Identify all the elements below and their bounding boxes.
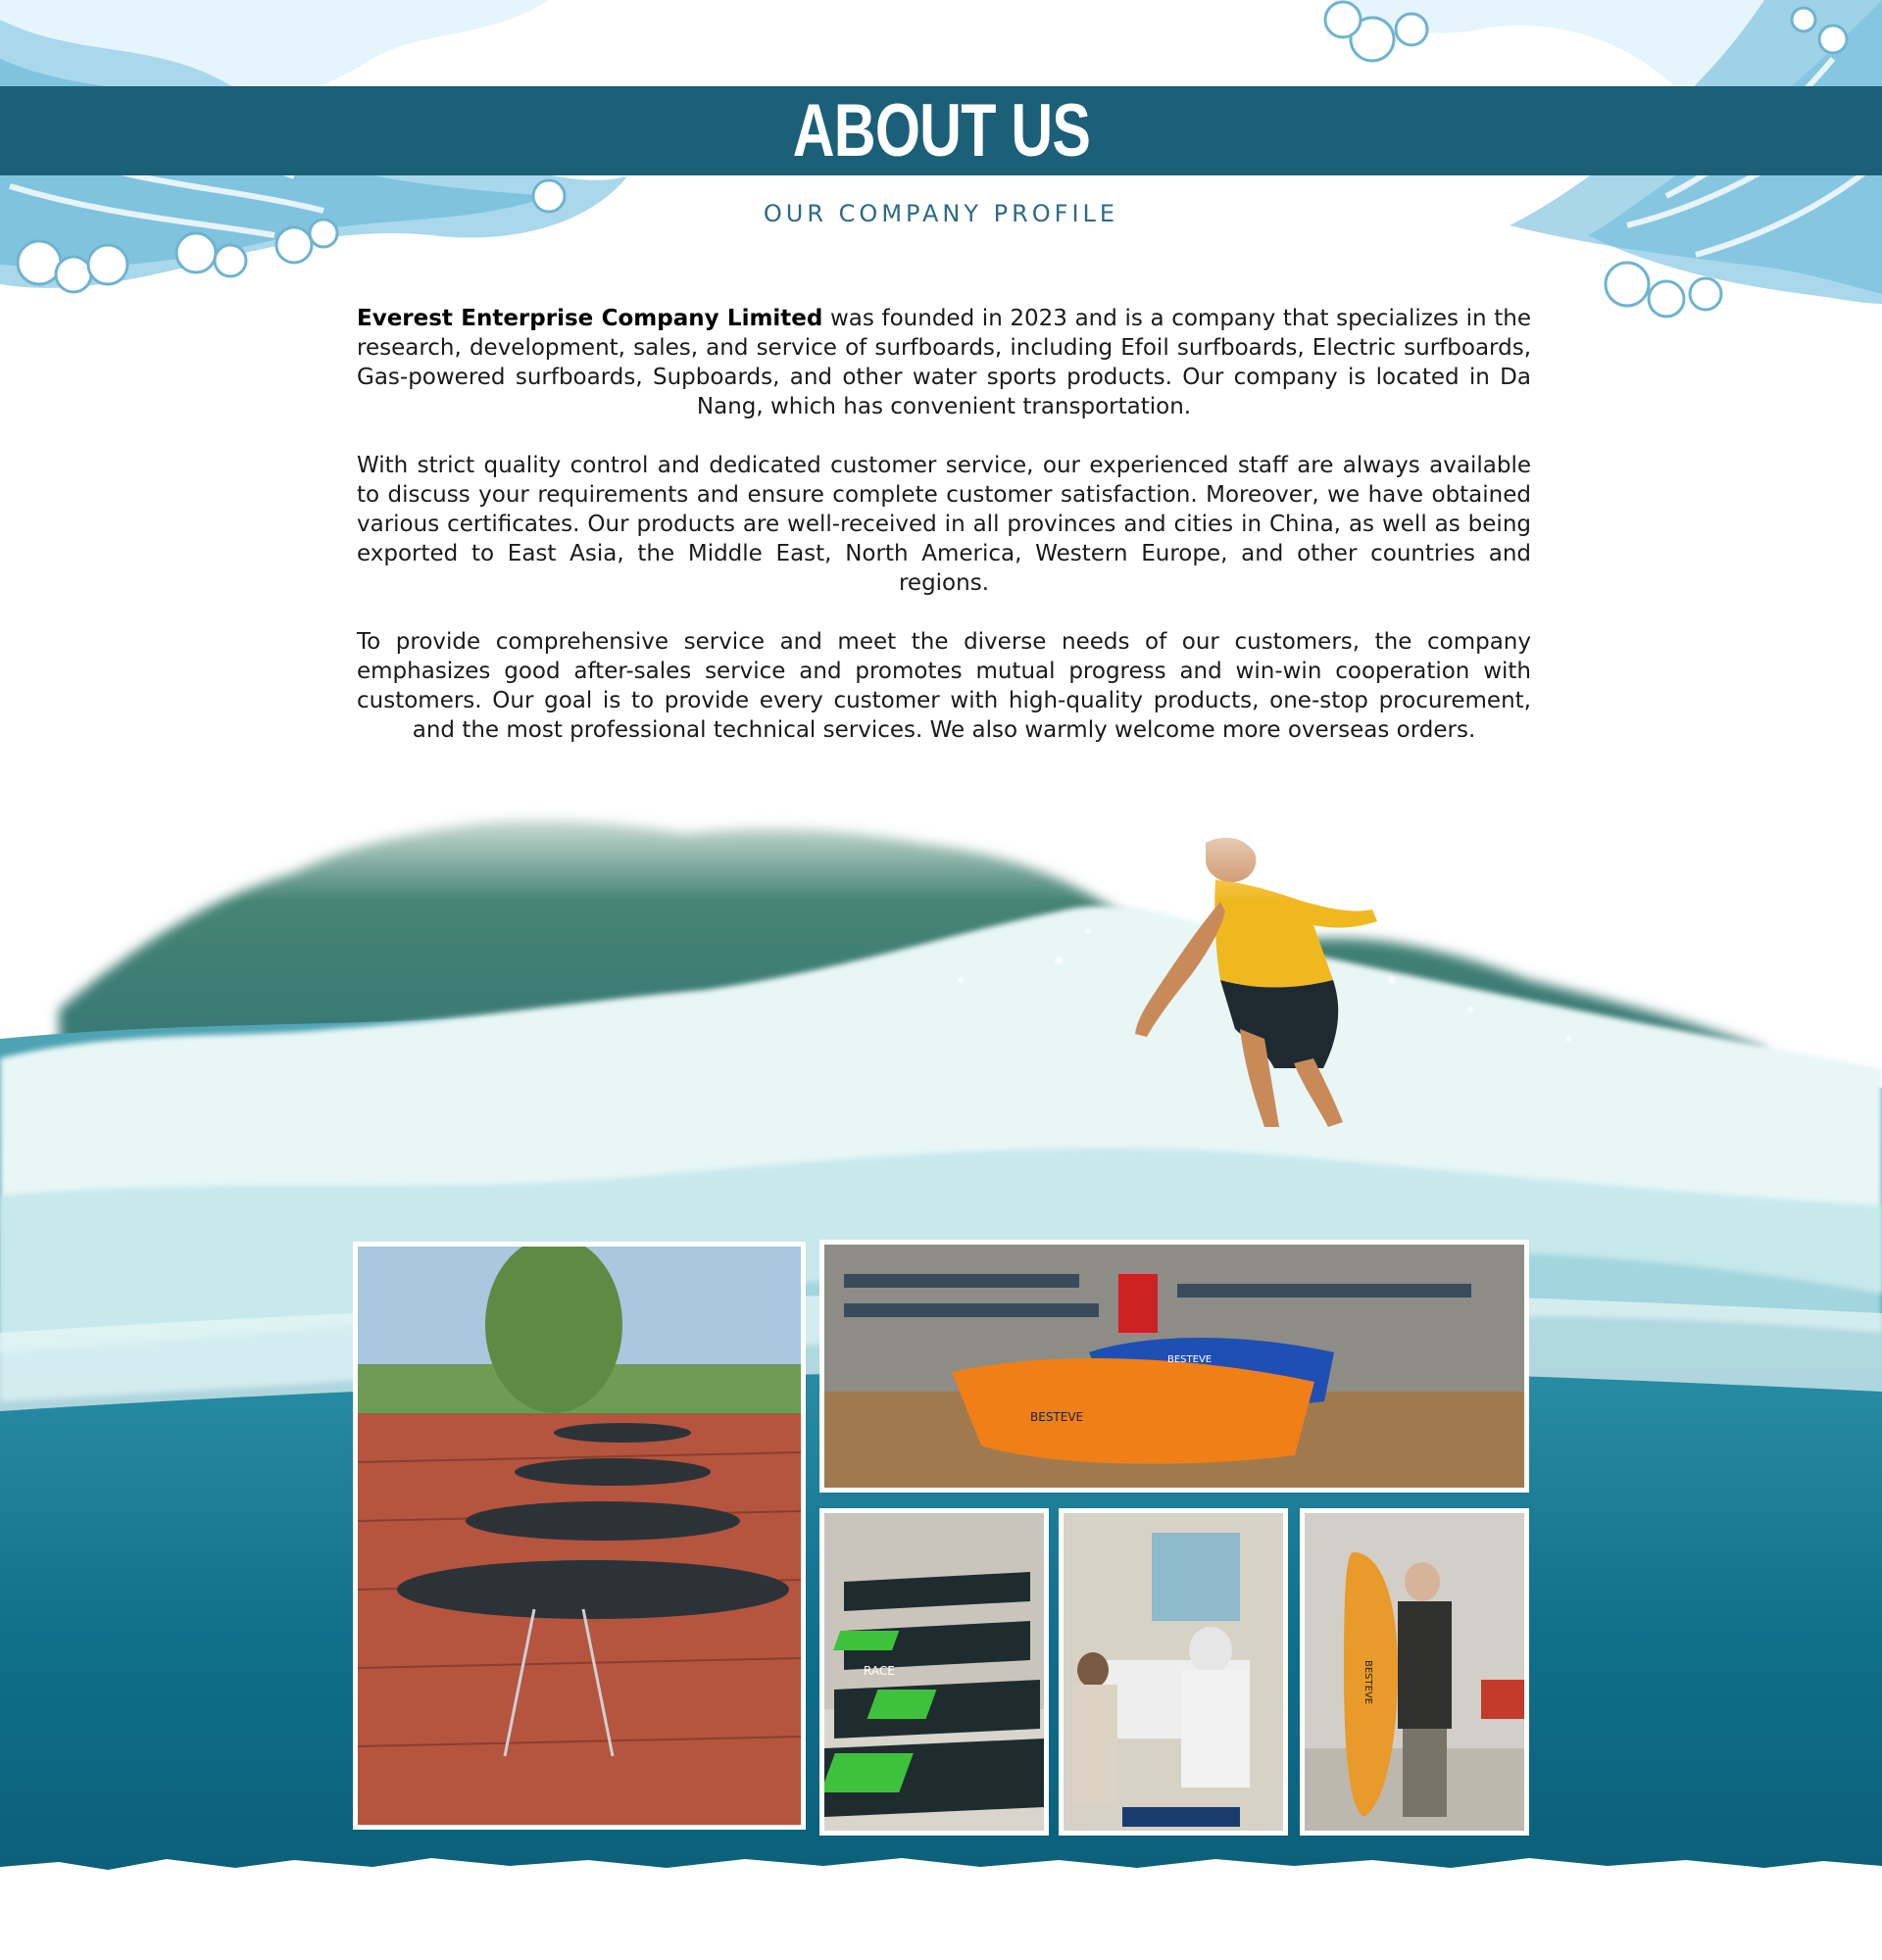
photo-board-inspection [1300,1508,1529,1836]
board-brand-label: BESTEVE [1030,1410,1084,1424]
paragraph-quality: With strict quality control and dedicated customer service, our experienced staff are always available to discuss your requirements and ensure complete customer satisfaction. Moreover, we have obtained various certificates. Our products are well-received in all provinces and cities in China, as well as being exported to East Asia, the Middle East, North America, Western Europe, and other countries and regions. [357,453,1531,596]
board-race-label: RACE [864,1664,895,1678]
paragraph-service: To provide comprehensive service and meet the diverse needs of our customers, the company emphasizes good after-sales service and promotes mutual progress and win-win cooperation with customers. Our goal is to provide every customer with high-quality products, one-stop procurement, and the most professional technical services. We also warmly welcome more overseas orders. [357,629,1531,743]
board-brand-label: BESTEVE [1362,1660,1373,1705]
photo-boards-on-dock [353,1242,806,1830]
board-brand-label: BESTEVE [1167,1354,1213,1365]
page-subtitle: OUR COMPANY PROFILE [763,200,1119,227]
paragraph-intro [357,304,1531,421]
page-title: ABOUT US [792,89,1090,172]
wave-illustration-right [1255,0,1882,353]
photo-customer-visit [1059,1508,1288,1836]
paragraph-intro-text: was founded in 2023 and is a company that specializes in the research, development, sales, and service of surfboards, including Efoil surfboards, Electric surfboards, Gas-powered surfboards, Supboards, and other water sports products. Our company is located in Da Nang, which has convenient transportation. [357,306,1531,419]
company-name: Everest Enterprise Company Limited [357,306,823,331]
about-us-banner [0,86,1882,175]
photo-race-boards [819,1508,1049,1836]
photo-warehouse-boards [819,1240,1529,1493]
company-description [357,304,1531,774]
